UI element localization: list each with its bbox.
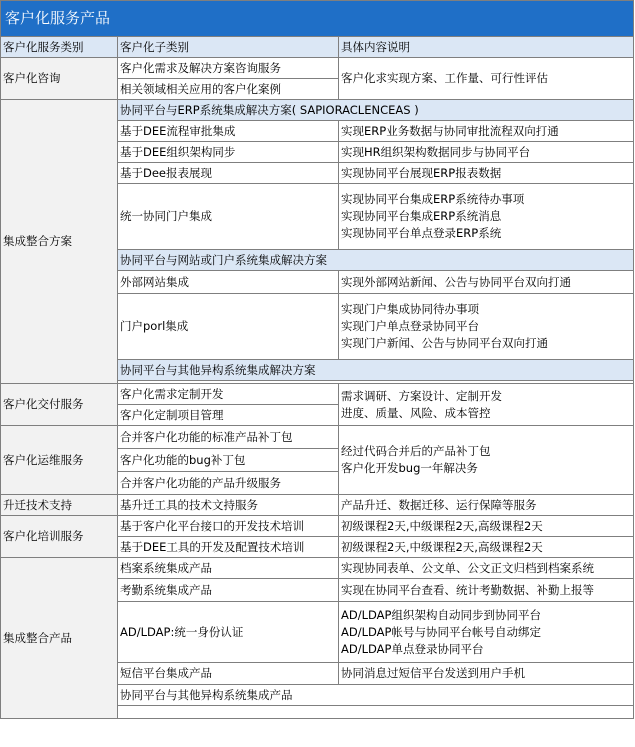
- category-maintenance: 客户化运维服务: [1, 426, 118, 495]
- description-cell: 实现外部网站新闻、公告与协同平台双向打通: [339, 271, 634, 294]
- subcategory-cell: 基于Dee报表展现: [118, 163, 339, 184]
- table-row: [1, 516, 634, 537]
- table-row: [1, 384, 634, 405]
- subcategory-cell: 基于DEE流程审批集成: [118, 121, 339, 142]
- section-web-header: 协同平台与网站或门户系统集成解决方案: [118, 250, 634, 271]
- description-cell: 客户化求实现方案、工作量、可行性评估: [339, 58, 634, 100]
- category-integration: 集成整合方案: [1, 100, 118, 384]
- description-line: AD/LDAP单点登录协同平台: [341, 641, 484, 656]
- subcategory-cell: 客户化功能的bug补丁包: [118, 449, 339, 472]
- description-line: 实现协同平台单点登录ERP系统: [341, 226, 502, 240]
- description-cell: 实现协同平台展现ERP报表数据: [339, 163, 634, 184]
- title-row: [1, 1, 634, 37]
- description-line: 实现门户集成协同待办事项: [341, 302, 479, 316]
- subcategory-cell: 基于客户化平台接口的开发技术培训: [118, 516, 339, 537]
- header-row: [1, 37, 634, 58]
- subcategory-cell: 协同平台与其他异构系统集成产品: [118, 685, 634, 706]
- subcategory-cell: 短信平台集成产品: [118, 663, 339, 685]
- header-description: 具体内容说明: [339, 37, 634, 58]
- description-line: 实现协同平台集成ERP系统待办事项: [341, 192, 525, 206]
- table-title: 客户化服务产品: [1, 1, 634, 37]
- subcategory-cell: 相关领域相关应用的客户化案例: [118, 79, 339, 100]
- description-line: 需求调研、方案设计、定制开发: [341, 388, 502, 403]
- description-cell: 实现协同表单、公文单、公文正文归档到档案系统: [339, 558, 634, 579]
- description-cell: 实现在协同平台查看、统计考勤数据、补勤上报等: [339, 579, 634, 602]
- header-subcategory: 客户化子类别: [118, 37, 339, 58]
- table-row: [1, 100, 634, 121]
- description-cell: [339, 184, 634, 250]
- subcategory-cell: 基于DEE组织架构同步: [118, 142, 339, 163]
- description-line: 实现门户新闻、公告与协同平台双向打通: [341, 336, 548, 350]
- description-cell: 实现HR组织架构数据同步与协同平台: [339, 142, 634, 163]
- subcategory-cell: 合并客户化功能的产品升级服务: [118, 472, 339, 495]
- category-delivery: 客户化交付服务: [1, 384, 118, 426]
- description-cell: [339, 384, 634, 426]
- subcategory-cell: 外部网站集成: [118, 271, 339, 294]
- description-cell: [339, 426, 634, 495]
- subcategory-cell: 统一协同门户集成: [118, 184, 339, 250]
- description-cell: 初级课程2天,中级课程2天,高级课程2天: [339, 516, 634, 537]
- description-line: 实现协同平台集成ERP系统消息: [341, 209, 502, 223]
- category-training: 客户化培训服务: [1, 516, 118, 558]
- description-cell: 实现ERP业务数据与协同审批流程双向打通: [339, 121, 634, 142]
- description-cell: 产品升迁、数据迁移、运行保障等服务: [339, 495, 634, 516]
- description-line: AD/LDAP组织架构自动同步到协同平台: [341, 607, 541, 622]
- description-line: AD/LDAP帐号与协同平台帐号自动绑定: [341, 624, 541, 639]
- table-row: [1, 426, 634, 449]
- section-erp-header: 协同平台与ERP系统集成解决方案( SAPIORACLENCEAS ): [118, 100, 634, 121]
- description-cell: [339, 294, 634, 360]
- category-upgrade: 升迁技术支持: [1, 495, 118, 516]
- description-line: 客户化开发bug一年解决务: [341, 461, 478, 475]
- subcategory-cell: 门户porl集成: [118, 294, 339, 360]
- subcategory-cell: 客户化定制项目管理: [118, 405, 339, 426]
- subcategory-cell: 客户化需求定制开发: [118, 384, 339, 405]
- table-row: [1, 495, 634, 516]
- subcategory-cell: 基于DEE工具的开发及配置技术培训: [118, 537, 339, 558]
- category-consult: 客户化咨询: [1, 58, 118, 100]
- table-row: [1, 58, 634, 79]
- description-cell: [339, 602, 634, 663]
- subcategory-cell: 基升迁工具的技术文持服务: [118, 495, 339, 516]
- subcategory-cell: 档案系统集成产品: [118, 558, 339, 579]
- spacer-cell: [118, 706, 634, 719]
- description-cell: 初级课程2天,中级课程2天,高级课程2天: [339, 537, 634, 558]
- category-products: 集成整合产品: [1, 558, 118, 719]
- subcategory-cell: 客户化需求及解决方案咨询服务: [118, 58, 339, 79]
- description-line: 实现门户单点登录协同平台: [341, 319, 479, 333]
- description-cell: 协同消息过短信平台发送到用户手机: [339, 663, 634, 685]
- subcategory-cell: 合并客户化功能的标准产品补丁包: [118, 426, 339, 449]
- subcategory-cell: AD/LDAP:统一身份认证: [118, 602, 339, 663]
- section-other-header: 协同平台与其他异构系统集成解决方案: [118, 360, 634, 381]
- subcategory-cell: 考勤系统集成产品: [118, 579, 339, 602]
- description-line: 进度、质量、风险、成本管控: [341, 405, 491, 420]
- header-category: 客户化服务类别: [1, 37, 118, 58]
- table-row: [1, 558, 634, 579]
- description-line: 经过代码合并后的产品补丁包: [341, 444, 491, 458]
